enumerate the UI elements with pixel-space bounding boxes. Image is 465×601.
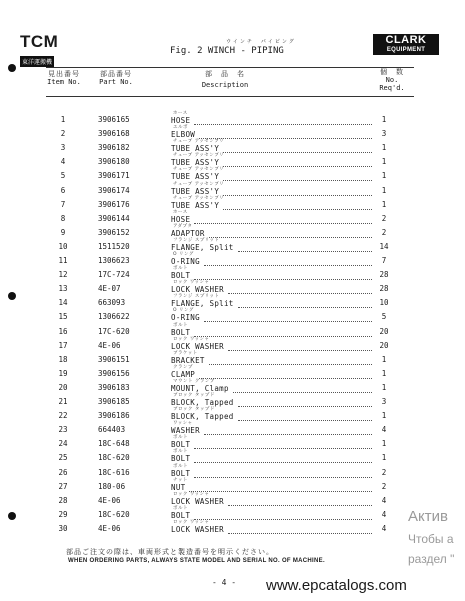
leader-dots — [189, 483, 372, 492]
description-ruby: O リング — [173, 308, 194, 314]
leader-dots — [194, 440, 372, 449]
column-header-part-jp: 部品番号 — [100, 70, 132, 78]
item-number: 7 — [60, 199, 66, 209]
column-header-qty-no: No. — [385, 76, 399, 84]
leader-dots — [194, 454, 372, 463]
leader-dots — [238, 398, 372, 407]
table-row — [0, 436, 465, 449]
description-ruby: ワッシャ — [173, 421, 193, 427]
table-row — [0, 211, 465, 224]
header-rule-bottom — [46, 96, 414, 97]
table-row — [0, 309, 465, 322]
leader-dots — [223, 187, 372, 196]
item-number: 3 — [60, 143, 66, 153]
quantity: 1 — [381, 439, 387, 449]
table-row — [0, 253, 465, 266]
item-number: 19 — [58, 368, 68, 378]
description-ruby: ブラケット — [173, 350, 198, 356]
description-ruby: エルボ — [173, 125, 188, 131]
column-header-item-jp: 見出番号 — [48, 70, 80, 78]
description: ELBOW — [171, 130, 196, 140]
quantity: 1 — [381, 354, 387, 364]
item-number: 24 — [58, 439, 68, 449]
table-row — [0, 154, 465, 167]
item-number: 5 — [60, 171, 66, 181]
part-number: 664403 — [98, 425, 126, 435]
quantity: 28 — [379, 270, 389, 280]
table-row — [0, 479, 465, 492]
description-ruby: ボルト — [173, 435, 188, 441]
description: BOLT — [171, 510, 191, 520]
tcm-logo — [20, 34, 58, 68]
description-ruby: アダプタ — [173, 223, 193, 229]
page-number: - 4 - — [212, 578, 237, 587]
item-number: 23 — [58, 425, 68, 435]
description-ruby: ブロック タップド — [173, 393, 215, 398]
item-number: 1 — [60, 115, 66, 124]
leader-dots — [199, 370, 372, 379]
leader-dots — [194, 215, 372, 224]
part-number: 180-06 — [98, 481, 126, 491]
quantity: 14 — [379, 241, 389, 251]
quantity: 7 — [381, 256, 387, 265]
header-rule-top — [46, 67, 414, 68]
leader-dots — [238, 243, 372, 252]
quantity: 1 — [381, 453, 387, 463]
table-row — [0, 380, 465, 393]
quantity: 1 — [381, 382, 387, 392]
order-note-japanese: 部品ご注文の際は、車両形式と製造番号を明示ください。 — [66, 548, 274, 556]
part-number: 3906152 — [98, 227, 130, 237]
leader-dots — [223, 144, 372, 153]
tcm-logo-text: TCM — [20, 32, 59, 51]
item-number: 20 — [58, 382, 68, 392]
item-number: 29 — [58, 509, 68, 519]
table-row — [0, 408, 465, 421]
part-number: 3906165 — [98, 115, 130, 124]
description-ruby: クランプ — [173, 364, 193, 370]
item-number: 11 — [58, 256, 68, 265]
column-header-item — [44, 70, 84, 86]
table-row — [0, 422, 465, 435]
description: BRACKET — [171, 355, 205, 365]
table-row — [0, 338, 465, 351]
description-ruby: ボルト — [173, 266, 188, 272]
description-ruby: ボルト — [173, 505, 188, 511]
description-ruby: ホース — [173, 111, 188, 116]
column-header-description-jp: 部 品 名 — [205, 70, 245, 78]
leader-dots — [228, 525, 372, 534]
column-header-part-en: Part No. — [99, 78, 133, 86]
description-ruby: O リング — [173, 252, 194, 257]
quantity: 4 — [381, 425, 387, 435]
description: FLANGE, Split — [171, 242, 234, 252]
clark-logo-subtitle: EQUIPMENT — [386, 47, 426, 53]
part-number: 3906186 — [98, 411, 130, 421]
description-ruby: ロック ワッシャ — [173, 491, 210, 497]
quantity: 4 — [381, 523, 387, 533]
description-ruby: ホース — [173, 209, 188, 215]
column-header-qty-reqd: Req'd. — [379, 84, 405, 92]
part-number: 3906180 — [98, 157, 130, 167]
part-number: 3906174 — [98, 185, 130, 195]
column-header-qty — [370, 68, 414, 92]
description-ruby: ブロック タップド — [173, 407, 215, 413]
item-number: 14 — [58, 298, 68, 308]
item-number: 27 — [58, 481, 68, 491]
leader-dots — [228, 342, 372, 351]
description: TUBE ASS'Y — [171, 158, 220, 168]
table-row — [0, 521, 465, 534]
description: LOCK WASHER — [171, 341, 224, 351]
quantity: 2 — [381, 213, 387, 223]
quantity: 1 — [381, 411, 387, 421]
part-number: 4E-07 — [98, 284, 121, 294]
description: FLANGE, Split — [171, 299, 234, 309]
quantity: 5 — [381, 312, 387, 322]
part-number: 4E-06 — [98, 523, 121, 533]
item-number: 6 — [60, 185, 66, 195]
part-number: 3906182 — [98, 143, 130, 153]
description: TUBE ASS'Y — [171, 186, 220, 196]
description: TUBE ASS'Y — [171, 200, 220, 210]
part-number: 3906151 — [98, 354, 130, 364]
table-row — [0, 366, 465, 379]
quantity: 10 — [379, 298, 389, 308]
column-header-part — [86, 70, 146, 86]
description: BLOCK, Tapped — [171, 398, 234, 407]
table-row — [0, 112, 465, 125]
table-row — [0, 324, 465, 337]
description-ruby: チューブ アッセンブリ — [173, 195, 225, 201]
description: ADAPTOR — [171, 228, 205, 238]
quantity: 20 — [379, 340, 389, 350]
table-row — [0, 239, 465, 252]
leader-dots — [228, 497, 372, 506]
part-number: 18C-616 — [98, 467, 130, 477]
leader-dots — [238, 412, 372, 421]
table-row — [0, 507, 465, 520]
leader-dots — [223, 201, 372, 210]
leader-dots — [204, 313, 372, 322]
quantity: 1 — [381, 368, 387, 378]
item-number: 26 — [58, 467, 68, 477]
quantity: 2 — [381, 481, 387, 491]
activation-watermark-line3: раздел " — [408, 552, 455, 566]
description-ruby: マウント クランプ — [173, 378, 215, 384]
figure-title: Fig. 2 WINCH - PIPING — [170, 46, 284, 56]
description: HOSE — [171, 116, 191, 125]
quantity: 1 — [381, 143, 387, 153]
part-number: 18C-620 — [98, 453, 130, 463]
table-row — [0, 168, 465, 181]
table-row — [0, 197, 465, 210]
leader-dots — [204, 426, 372, 435]
item-number: 2 — [60, 129, 66, 139]
item-number: 16 — [58, 326, 68, 336]
part-number: 663093 — [98, 298, 126, 308]
item-number: 21 — [58, 397, 68, 406]
leader-dots — [194, 271, 372, 280]
description-ruby: チューブ アッセンブリ — [173, 167, 225, 173]
description-ruby: フランジ スプリット — [173, 237, 220, 243]
item-number: 9 — [60, 227, 66, 237]
description: NUT — [171, 482, 186, 492]
item-number: 10 — [58, 241, 68, 251]
quantity: 2 — [381, 467, 387, 477]
table-row — [0, 183, 465, 196]
part-number: 3906185 — [98, 397, 130, 406]
description-ruby: ボルト — [173, 322, 188, 328]
leader-dots — [233, 384, 372, 393]
description-ruby: チューブ アッセンブリ — [173, 139, 225, 145]
description: BOLT — [171, 327, 191, 337]
table-row — [0, 126, 465, 139]
quantity: 1 — [381, 185, 387, 195]
activation-watermark-line1: Актив — [408, 508, 448, 525]
leader-dots — [238, 299, 372, 308]
description-ruby: フランジ スプリット — [173, 294, 220, 300]
leader-dots — [223, 172, 372, 181]
quantity: 1 — [381, 157, 387, 167]
clark-logo — [373, 34, 439, 55]
table-row — [0, 281, 465, 294]
description-ruby: ロック ワッシャ — [173, 519, 210, 525]
order-note-english: WHEN ORDERING PARTS, ALWAYS STATE MODEL AND SERIAL NO. OF MACHINE. — [68, 558, 325, 564]
description: BLOCK, Tapped — [171, 412, 234, 422]
leader-dots — [228, 285, 372, 294]
part-number: 3906156 — [98, 368, 130, 378]
part-number: 3906183 — [98, 382, 130, 392]
table-row — [0, 465, 465, 478]
quantity: 20 — [379, 326, 389, 336]
description-ruby: チューブ アッセンブリ — [173, 153, 225, 159]
column-header-qty-jp: 個 数 — [380, 68, 404, 76]
part-number: 17C-620 — [98, 326, 130, 336]
item-number: 13 — [58, 284, 68, 294]
item-number: 30 — [58, 523, 68, 533]
item-number: 12 — [58, 270, 68, 280]
description: TUBE ASS'Y — [171, 172, 220, 182]
part-number: 3906144 — [98, 213, 130, 223]
quantity: 2 — [381, 227, 387, 237]
description: LOCK WASHER — [171, 524, 224, 534]
description-ruby: ロック ワッシャ — [173, 336, 210, 342]
item-number: 28 — [58, 495, 68, 505]
leader-dots — [209, 356, 372, 365]
part-number: 17C-724 — [98, 270, 130, 280]
leader-dots — [223, 158, 372, 167]
description: O-RING — [171, 313, 200, 323]
part-number: 1511520 — [98, 241, 130, 251]
description: TUBE ASS'Y — [171, 144, 220, 154]
item-number: 15 — [58, 312, 68, 322]
clark-logo-text: CLARK — [385, 34, 427, 46]
leader-dots — [209, 229, 372, 238]
description: LOCK WASHER — [171, 496, 224, 506]
part-number: 18C-648 — [98, 439, 130, 449]
table-row — [0, 450, 465, 463]
description: HOSE — [171, 214, 191, 224]
part-number: 1306623 — [98, 256, 130, 265]
description-ruby: ナット — [173, 477, 188, 483]
part-number: 4E-06 — [98, 495, 121, 505]
description: LOCK WASHER — [171, 285, 224, 295]
quantity: 4 — [381, 495, 387, 505]
table-row — [0, 352, 465, 365]
part-number: 18C-620 — [98, 509, 130, 519]
column-header-description — [180, 70, 270, 89]
part-number: 3906171 — [98, 171, 130, 181]
site-watermark-url: www.epcatalogs.com — [266, 577, 407, 594]
quantity: 28 — [379, 284, 389, 294]
description: BOLT — [171, 468, 191, 478]
quantity: 3 — [381, 129, 387, 139]
part-number: 3906176 — [98, 199, 130, 209]
description: MOUNT, Clamp — [171, 383, 229, 393]
quantity: 4 — [381, 509, 387, 519]
table-row — [0, 140, 465, 153]
item-number: 4 — [60, 157, 66, 167]
quantity: 1 — [381, 199, 387, 209]
table-row — [0, 394, 465, 407]
description-ruby: ロック ワッシャ — [173, 280, 210, 286]
table-row — [0, 267, 465, 280]
part-number: 4E-06 — [98, 340, 121, 350]
description: O-RING — [171, 257, 200, 266]
item-number: 17 — [58, 340, 68, 350]
description-ruby: ボルト — [173, 463, 188, 469]
quantity: 3 — [381, 397, 387, 406]
figure-title-ruby: ウインチ パイピング — [226, 39, 296, 45]
item-number: 22 — [58, 411, 68, 421]
item-number: 18 — [58, 354, 68, 364]
description: BOLT — [171, 440, 191, 450]
activation-watermark-line2: Чтобы а — [408, 532, 454, 546]
punch-hole — [8, 64, 16, 72]
part-number: 1306622 — [98, 312, 130, 322]
tcm-logo-subtitle: 東洋運搬機 — [20, 56, 54, 67]
table-row — [0, 225, 465, 238]
description: BOLT — [171, 454, 191, 464]
item-number: 25 — [58, 453, 68, 463]
table-row — [0, 295, 465, 308]
quantity: 1 — [381, 115, 387, 124]
leader-dots — [194, 116, 372, 125]
description-ruby: チューブ アッセンブリ — [173, 181, 225, 187]
description: CLAMP — [171, 369, 196, 379]
description: BOLT — [171, 271, 191, 281]
column-header-description-en: Description — [201, 81, 249, 89]
description-ruby: ボルト — [173, 449, 188, 455]
column-header-item-en: Item No. — [47, 78, 81, 86]
leader-dots — [194, 511, 372, 520]
part-number: 3906168 — [98, 129, 130, 139]
quantity: 1 — [381, 171, 387, 181]
leader-dots — [204, 257, 372, 266]
leader-dots — [194, 328, 372, 337]
table-row — [0, 493, 465, 506]
leader-dots — [194, 469, 372, 478]
item-number: 8 — [60, 213, 66, 223]
description: WASHER — [171, 426, 200, 436]
leader-dots — [199, 130, 372, 139]
